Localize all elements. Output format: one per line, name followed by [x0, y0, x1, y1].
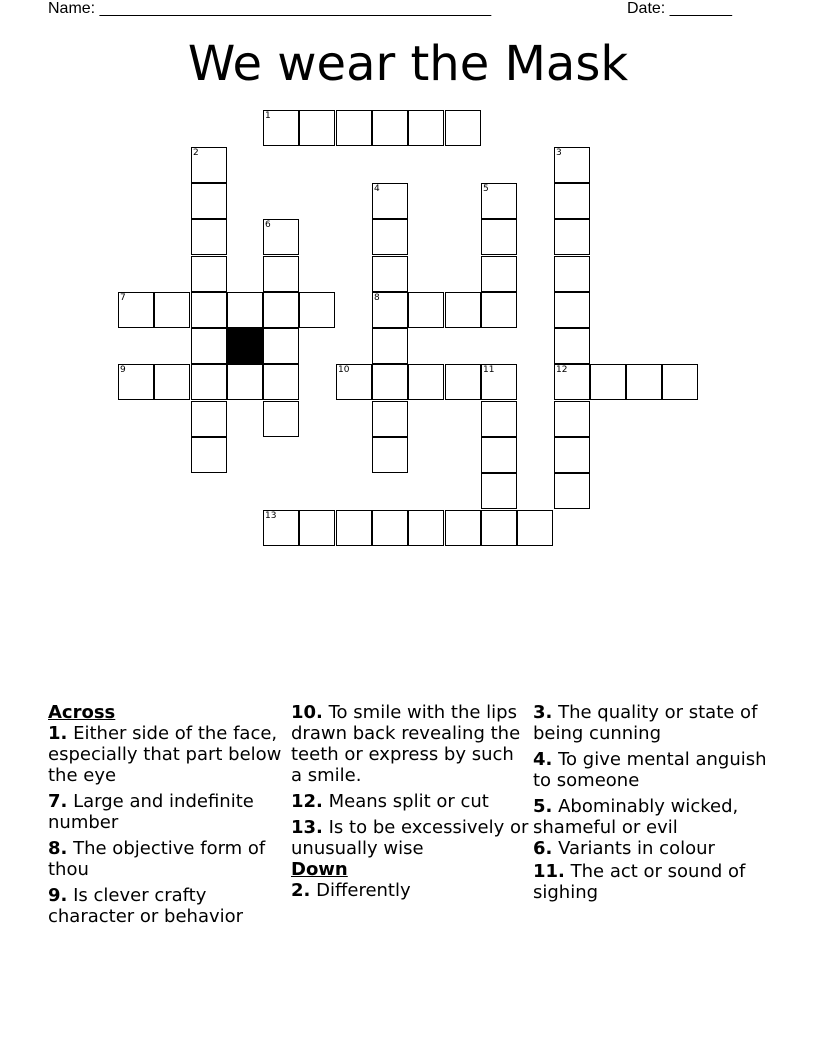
crossword-cell[interactable]: [191, 328, 227, 364]
crossword-cell[interactable]: [481, 437, 517, 473]
crossword-cell[interactable]: [481, 401, 517, 437]
crossword-cell[interactable]: [481, 364, 517, 400]
crossword-cell[interactable]: [554, 183, 590, 219]
clue-number: 6.: [533, 838, 553, 859]
crossword-cell[interactable]: [191, 256, 227, 292]
crossword-cell[interactable]: [408, 510, 444, 546]
clue-across-7: [48, 791, 286, 833]
crossword-cell[interactable]: [554, 219, 590, 255]
clue-down-4: [533, 749, 771, 791]
crossword-cell[interactable]: [554, 437, 590, 473]
crossword-cell[interactable]: [263, 219, 299, 255]
crossword-cell[interactable]: [372, 110, 408, 146]
crossword-cell[interactable]: [299, 510, 335, 546]
crossword-cell[interactable]: [263, 364, 299, 400]
crossword-cell[interactable]: [263, 110, 299, 146]
crossword-cell[interactable]: [481, 256, 517, 292]
crossword-cell[interactable]: [408, 292, 444, 328]
crossword-cell[interactable]: [554, 256, 590, 292]
clue-text: Abominably wicked, shameful or evil: [533, 796, 739, 838]
clues-column-1: [48, 702, 286, 932]
clue-across-12: [291, 791, 529, 812]
crossword-cell[interactable]: [263, 256, 299, 292]
clue-number: 12.: [291, 791, 323, 812]
clue-text: Differently: [316, 880, 411, 901]
crossword-cell[interactable]: [626, 364, 662, 400]
crossword-cell[interactable]: [445, 292, 481, 328]
name-field[interactable]: Name: ____________________________________________: [48, 0, 492, 17]
cell-number: 10: [338, 365, 350, 375]
crossword-cell[interactable]: [517, 510, 553, 546]
crossword-cell[interactable]: [481, 510, 517, 546]
crossword-cell[interactable]: [118, 364, 154, 400]
clue-down-5: [533, 796, 771, 838]
clues-column-2: [291, 702, 529, 906]
crossword-cell[interactable]: [372, 401, 408, 437]
cell-number: 5: [483, 184, 489, 194]
crossword-cell[interactable]: [372, 364, 408, 400]
crossword-cell[interactable]: [554, 401, 590, 437]
crossword-cell[interactable]: [263, 510, 299, 546]
crossword-cell[interactable]: [372, 437, 408, 473]
cell-number: 4: [374, 184, 380, 194]
crossword-cell[interactable]: [191, 219, 227, 255]
crossword-cell[interactable]: [445, 364, 481, 400]
crossword-cell[interactable]: [554, 364, 590, 400]
crossword-cell[interactable]: [554, 292, 590, 328]
crossword-cell[interactable]: [662, 364, 698, 400]
clue-number: 9.: [48, 885, 68, 906]
clue-text: Is clever crafty character or behavior: [48, 885, 244, 927]
crossword-cell[interactable]: [191, 364, 227, 400]
clue-across-1: [48, 723, 286, 786]
clue-number: 5.: [533, 796, 553, 817]
clue-number: 7.: [48, 791, 68, 812]
crossword-cell[interactable]: [554, 473, 590, 509]
crossword-cell[interactable]: [372, 292, 408, 328]
crossword-cell[interactable]: [372, 510, 408, 546]
clue-text: Variants in colour: [558, 838, 715, 859]
clue-number: 8.: [48, 838, 68, 859]
clues-column-3: [533, 702, 771, 908]
clue-text: Is to be excessively or unusually wise: [291, 817, 529, 859]
crossword-cell[interactable]: [263, 401, 299, 437]
clue-down-11: [533, 861, 771, 903]
clue-number: 2.: [291, 880, 311, 901]
cell-number: 13: [265, 511, 277, 521]
crossword-cell[interactable]: [408, 110, 444, 146]
crossword-cell[interactable]: [336, 510, 372, 546]
clue-text: Means split or cut: [328, 791, 489, 812]
crossword-cell[interactable]: [590, 364, 626, 400]
cell-number: 2: [193, 148, 199, 158]
clue-down-2: [291, 880, 529, 901]
crossword-cell[interactable]: [191, 437, 227, 473]
crossword-cell[interactable]: [372, 256, 408, 292]
clue-number: 11.: [533, 861, 565, 882]
across-heading: Across: [48, 702, 116, 723]
crossword-cell[interactable]: [372, 219, 408, 255]
clue-across-13: [291, 817, 529, 859]
clue-across-8: [48, 838, 286, 880]
clue-text: The act or sound of sighing: [533, 861, 746, 903]
crossword-cell[interactable]: [408, 364, 444, 400]
clue-text: The quality or state of being cunning: [533, 702, 758, 744]
clue-text: To give mental anguish to someone: [533, 749, 767, 791]
date-field[interactable]: Date: _______: [627, 0, 732, 17]
cell-number: 12: [556, 365, 568, 375]
page-title: We wear the Mask: [187, 36, 629, 92]
crossword-cell[interactable]: [336, 110, 372, 146]
crossword-cell[interactable]: [481, 292, 517, 328]
clue-text: Large and indefinite number: [48, 791, 254, 833]
cell-number: 6: [265, 220, 271, 230]
crossword-cell[interactable]: [299, 292, 335, 328]
crossword-cell[interactable]: [445, 110, 481, 146]
clue-text: The objective form of thou: [48, 838, 266, 880]
crossword-cell[interactable]: [154, 292, 190, 328]
crossword-cell[interactable]: [191, 183, 227, 219]
crossword-cell[interactable]: [263, 292, 299, 328]
down-heading: Down: [291, 859, 348, 880]
clue-number: 13.: [291, 817, 323, 838]
clue-across-10: [291, 702, 529, 786]
cell-number: 11: [483, 365, 495, 375]
clue-number: 1.: [48, 723, 68, 744]
black-square: [227, 328, 263, 364]
crossword-cell[interactable]: [118, 292, 154, 328]
clue-text: To smile with the lips drawn back revealing the teeth or express by such a smile.: [291, 702, 521, 786]
crossword-cell[interactable]: [554, 328, 590, 364]
crossword-cell[interactable]: [227, 292, 263, 328]
cell-number: 7: [120, 293, 126, 303]
cell-number: 9: [120, 365, 126, 375]
cell-number: 8: [374, 293, 380, 303]
crossword-cell[interactable]: [227, 364, 263, 400]
crossword-cell[interactable]: [481, 219, 517, 255]
cell-number: 1: [265, 111, 271, 121]
crossword-cell[interactable]: [191, 401, 227, 437]
clue-across-9: [48, 885, 286, 927]
crossword-cell[interactable]: [445, 510, 481, 546]
crossword-cell[interactable]: [191, 292, 227, 328]
crossword-cell[interactable]: [336, 364, 372, 400]
crossword-cell[interactable]: [554, 147, 590, 183]
clue-number: 10.: [291, 702, 323, 723]
crossword-cell[interactable]: [299, 110, 335, 146]
crossword-cell[interactable]: [263, 328, 299, 364]
crossword-cell[interactable]: [481, 473, 517, 509]
clue-down-6: [533, 838, 771, 859]
crossword-cell[interactable]: [191, 147, 227, 183]
clue-number: 4.: [533, 749, 553, 770]
cell-number: 3: [556, 148, 562, 158]
clue-text: Either side of the face, especially that part below the eye: [48, 723, 282, 786]
crossword-cell[interactable]: [372, 328, 408, 364]
clue-number: 3.: [533, 702, 553, 723]
crossword-cell[interactable]: [372, 183, 408, 219]
clue-down-3: [533, 702, 771, 744]
crossword-cell[interactable]: [154, 364, 190, 400]
crossword-cell[interactable]: [481, 183, 517, 219]
